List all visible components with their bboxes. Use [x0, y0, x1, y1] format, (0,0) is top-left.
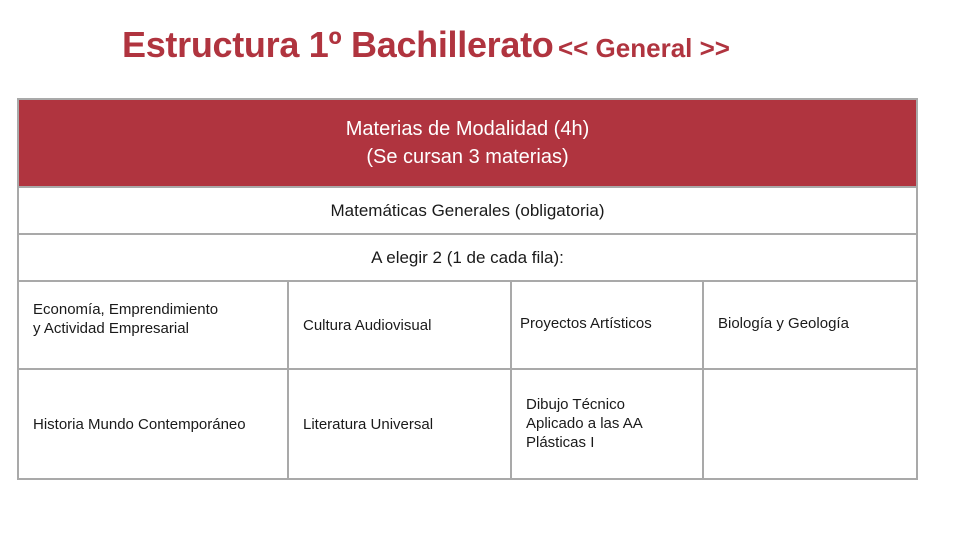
subject-dibujo-tecnico: Dibujo Técnico Aplicado a las AA Plásticas I [526, 395, 643, 451]
mandatory-subject: Matemáticas Generales (obligatoria) [330, 201, 605, 220]
subject-biologia-geologia: Biología y Geología [718, 314, 849, 332]
mandatory-subject-row [17, 186, 918, 235]
subject-historia: Historia Mundo Contemporáneo [33, 415, 246, 433]
subject-proyectos-artisticos: Proyectos Artísticos [520, 314, 652, 332]
choose-instruction-row [17, 233, 918, 282]
title-subtitle: << General >> [557, 33, 730, 63]
empty-cell [702, 368, 918, 480]
table-header [17, 98, 918, 188]
title-main: Estructura 1º Bachillerato [122, 24, 554, 65]
table-cell [287, 368, 512, 480]
table-cell [17, 368, 289, 480]
header-line-2: (Se cursan 3 materias) [366, 146, 569, 168]
subjects-table [17, 98, 918, 480]
subject-cultura-audiovisual: Cultura Audiovisual [303, 316, 432, 334]
choose-instruction: A elegir 2 (1 de cada fila): [371, 248, 564, 267]
header-line-1: Materias de Modalidad (4h) [345, 118, 590, 140]
table-cell [702, 280, 918, 370]
table-cell [510, 368, 704, 480]
page-title [122, 24, 730, 66]
subject-literatura-universal: Literatura Universal [303, 415, 434, 433]
table-cell [17, 280, 289, 370]
table-cell [287, 280, 512, 370]
table-cell [510, 280, 704, 370]
subject-economia: Economía, Emprendimiento y Actividad Empresarial [33, 301, 219, 337]
